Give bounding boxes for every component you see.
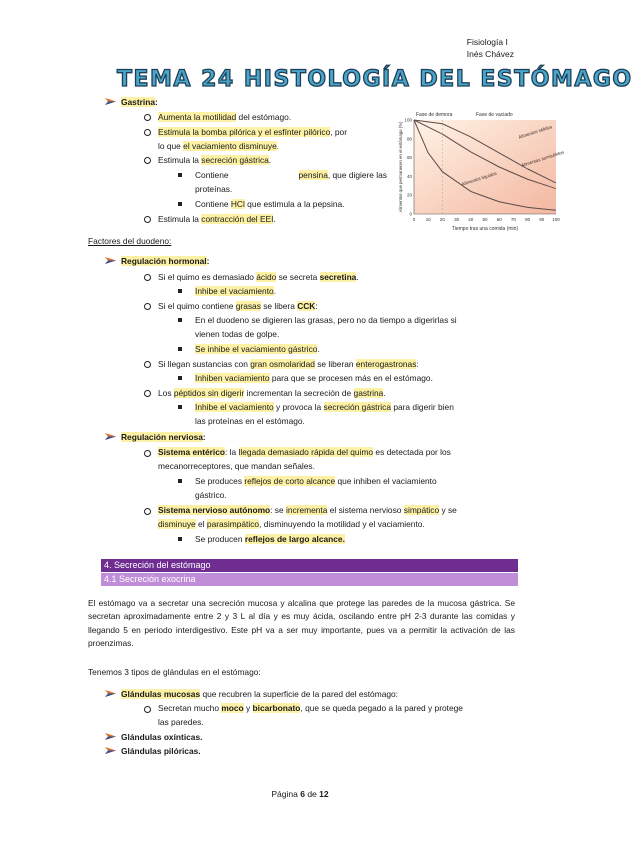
author-label: Inés Chávez (466, 49, 514, 59)
series-label: Alimentos sólidos (517, 124, 553, 140)
y-tick-label: 20 (406, 192, 412, 198)
phase-label-delay: Fase de demora (416, 112, 453, 118)
x-tick-label: 100 (552, 217, 560, 222)
gland-oxinticas: Glándulas oxínticas. (121, 732, 203, 742)
arrow-bullet-icon (105, 689, 116, 698)
hormonal-sub-osmo: Inhiben vaciamiento para que se procesen más en el estómago. (195, 373, 433, 383)
hormonal-sub-fat-2: Se inhibe el vaciamiento gástrico. (195, 344, 320, 354)
hormonal-sub-acid: Inhibe el vaciamiento. (195, 286, 277, 296)
y-tick-label: 40 (406, 173, 412, 179)
duodeno-heading: Factores del duodeno: (88, 236, 172, 246)
gland-mucosas: Glándulas mucosas que recubren la superficie de la pared del estómago: (121, 689, 398, 699)
circle-bullet-icon (144, 390, 151, 397)
gastric-emptying-chart (394, 108, 565, 232)
paragraph-secretion: El estómago va a secretar una secreción mucosa y alcalina que protege las paredes de la mucosa gástrica. Se secretan aproximadamente entre 2 y 3 L al día y es muy ácida, oscilando entre pH 2-3 durante las comidas y llegando 5 en periodo interdigestivo. Este pH va a ser muy importante, pues va a permitir la activación de las proenzimas. (88, 598, 515, 648)
arrow-bullet-icon (105, 256, 116, 265)
gastrina-item-3: Estimula la secreción gástrica. (158, 155, 272, 165)
subject-label: Fisiología I (466, 37, 508, 47)
nerviosa-sub-enteric: Se produces reflejos de corto alcance que inhiben el vaciamiento (195, 476, 437, 486)
arrow-bullet-icon (105, 732, 116, 741)
page-title: TEMA 24 HISTOLOGÍA DEL ESTÓMAGO (117, 67, 633, 92)
square-bullet-icon (178, 405, 182, 409)
gastrina-item-2-cont: lo que el vaciamiento disminuye. (158, 141, 280, 151)
x-tick-label: 40 (468, 217, 474, 222)
phase-label-emptying: Fase de vaciado (476, 112, 513, 118)
square-bullet-icon (178, 318, 182, 322)
nerviosa-sub-autonomic: Se producen reflejos de largo alcance. (195, 534, 345, 544)
x-tick-label: 80 (525, 217, 531, 222)
hormonal-item-fat: Si el quimo contiene grasas se libera CCK: (158, 301, 318, 311)
x-tick-label: 60 (496, 217, 502, 222)
hormonal-sub-fat-1: En el duodeno se digieren las grasas, pero no da tiempo a digerirlas si (195, 315, 457, 325)
hormonal-item-osmo: Si llegan sustancias con gran osmolaridad se liberan enterogastronas: (158, 359, 419, 369)
square-bullet-icon (178, 537, 182, 541)
x-tick-label: 70 (510, 217, 516, 222)
nerviosa-item-autonomic-cont: disminuye el parasimpático, disminuyendo la motilidad y el vaciamiento. (158, 519, 425, 529)
x-tick-label: 0 (412, 217, 416, 222)
circle-bullet-icon (144, 361, 151, 368)
gastrina-sub-1-cont: proteínas. (195, 184, 233, 194)
arrow-bullet-icon (105, 97, 116, 106)
square-bullet-icon (178, 173, 182, 177)
circle-bullet-icon (144, 216, 151, 223)
arrow-bullet-icon (105, 432, 116, 441)
circle-bullet-icon (144, 706, 151, 713)
x-tick-label: 50 (482, 217, 488, 222)
page-header (467, 36, 514, 60)
x-tick-label: 10 (425, 217, 431, 222)
circle-bullet-icon (144, 274, 151, 281)
circle-bullet-icon (144, 157, 151, 164)
hormonal-label: Regulación hormonal: (121, 256, 210, 266)
gastrina-item-1: Aumenta la motilidad del estómago. (158, 112, 292, 122)
circle-bullet-icon (144, 303, 151, 310)
hormonal-item-acid: Si el quimo es demasiado ácido se secreta secretina. (158, 272, 359, 282)
gastrina-item-2: Estimula la bomba pilórica y el esfínter pilórico, por (158, 127, 347, 137)
series-label: Alimentos líquidos (461, 170, 498, 187)
square-bullet-icon (178, 289, 182, 293)
y-tick-label: 100 (404, 117, 412, 123)
nerviosa-item-enteric-cont: mecanorreceptores, que mandan señales. (158, 461, 315, 471)
square-bullet-icon (178, 479, 182, 483)
gastrina-label: Gastrina: (121, 97, 158, 107)
gastrina-sub-2: Contiene HCl que estimula a la pepsina. (195, 199, 345, 209)
nerviosa-sub-enteric-cont: gástrico. (195, 490, 227, 500)
square-bullet-icon (178, 202, 182, 206)
x-tick-label: 30 (454, 217, 460, 222)
square-bullet-icon (178, 376, 182, 380)
circle-bullet-icon (144, 129, 151, 136)
section-heading-4: 4. Secreción del estómago (101, 559, 518, 572)
x-tick-label: 20 (439, 217, 445, 222)
circle-bullet-icon (144, 450, 151, 457)
circle-bullet-icon (144, 114, 151, 121)
section-heading-4-1: 4.1 Secreción exocrina (101, 573, 518, 586)
gland-mucosas-detail: Secretan mucho moco y bicarbonato, que se queda pegado a la pared y protege (158, 703, 463, 713)
paragraph-glands-intro: Tenemos 3 tipos de glándulas en el estómago: (88, 667, 261, 677)
square-bullet-icon (178, 347, 182, 351)
x-tick-label: 90 (539, 217, 545, 222)
hormonal-sub-fat-1-cont: vienen todas de golpe. (195, 329, 280, 339)
circle-bullet-icon (144, 508, 151, 515)
gland-piloricas: Glándulas pilóricas. (121, 746, 201, 756)
y-tick-label: 0 (409, 211, 412, 217)
y-axis-label: Alimentos que permanecen en el estómago (%) (398, 121, 403, 213)
x-axis-label: Tiempo tras una comida (min) (451, 226, 519, 232)
nerviosa-item-autonomic: Sistema nervioso autónomo: se incrementa el sistema nervioso simpático y se (158, 505, 457, 515)
page-footer: Página 6 de 12 (271, 789, 329, 799)
gastrina-sub-1: Contiene pensina, que digiere las (195, 170, 387, 180)
hormonal-item-peptides: Los péptidos sin digerir incrementan la secreción de gastrina. (158, 388, 386, 398)
gland-mucosas-detail-cont: las paredes. (158, 717, 204, 727)
arrow-bullet-icon (105, 746, 116, 755)
series-label: Alimentos semisólidos (520, 149, 565, 168)
hormonal-sub-peptides: Inhibe el vaciamiento y provoca la secreción gástrica para digerir bien (195, 402, 454, 412)
y-tick-label: 60 (406, 155, 412, 161)
gastrina-item-4: Estimula la contracción del EEI. (158, 214, 276, 224)
hormonal-sub-peptides-cont: las proteínas en el estómago. (195, 416, 305, 426)
y-tick-label: 80 (406, 136, 412, 142)
nerviosa-label: Regulación nerviosa: (121, 432, 206, 442)
nerviosa-item-enteric: Sistema entérico: la llegada demasiado rápida del quimo es detectada por los (158, 447, 451, 457)
